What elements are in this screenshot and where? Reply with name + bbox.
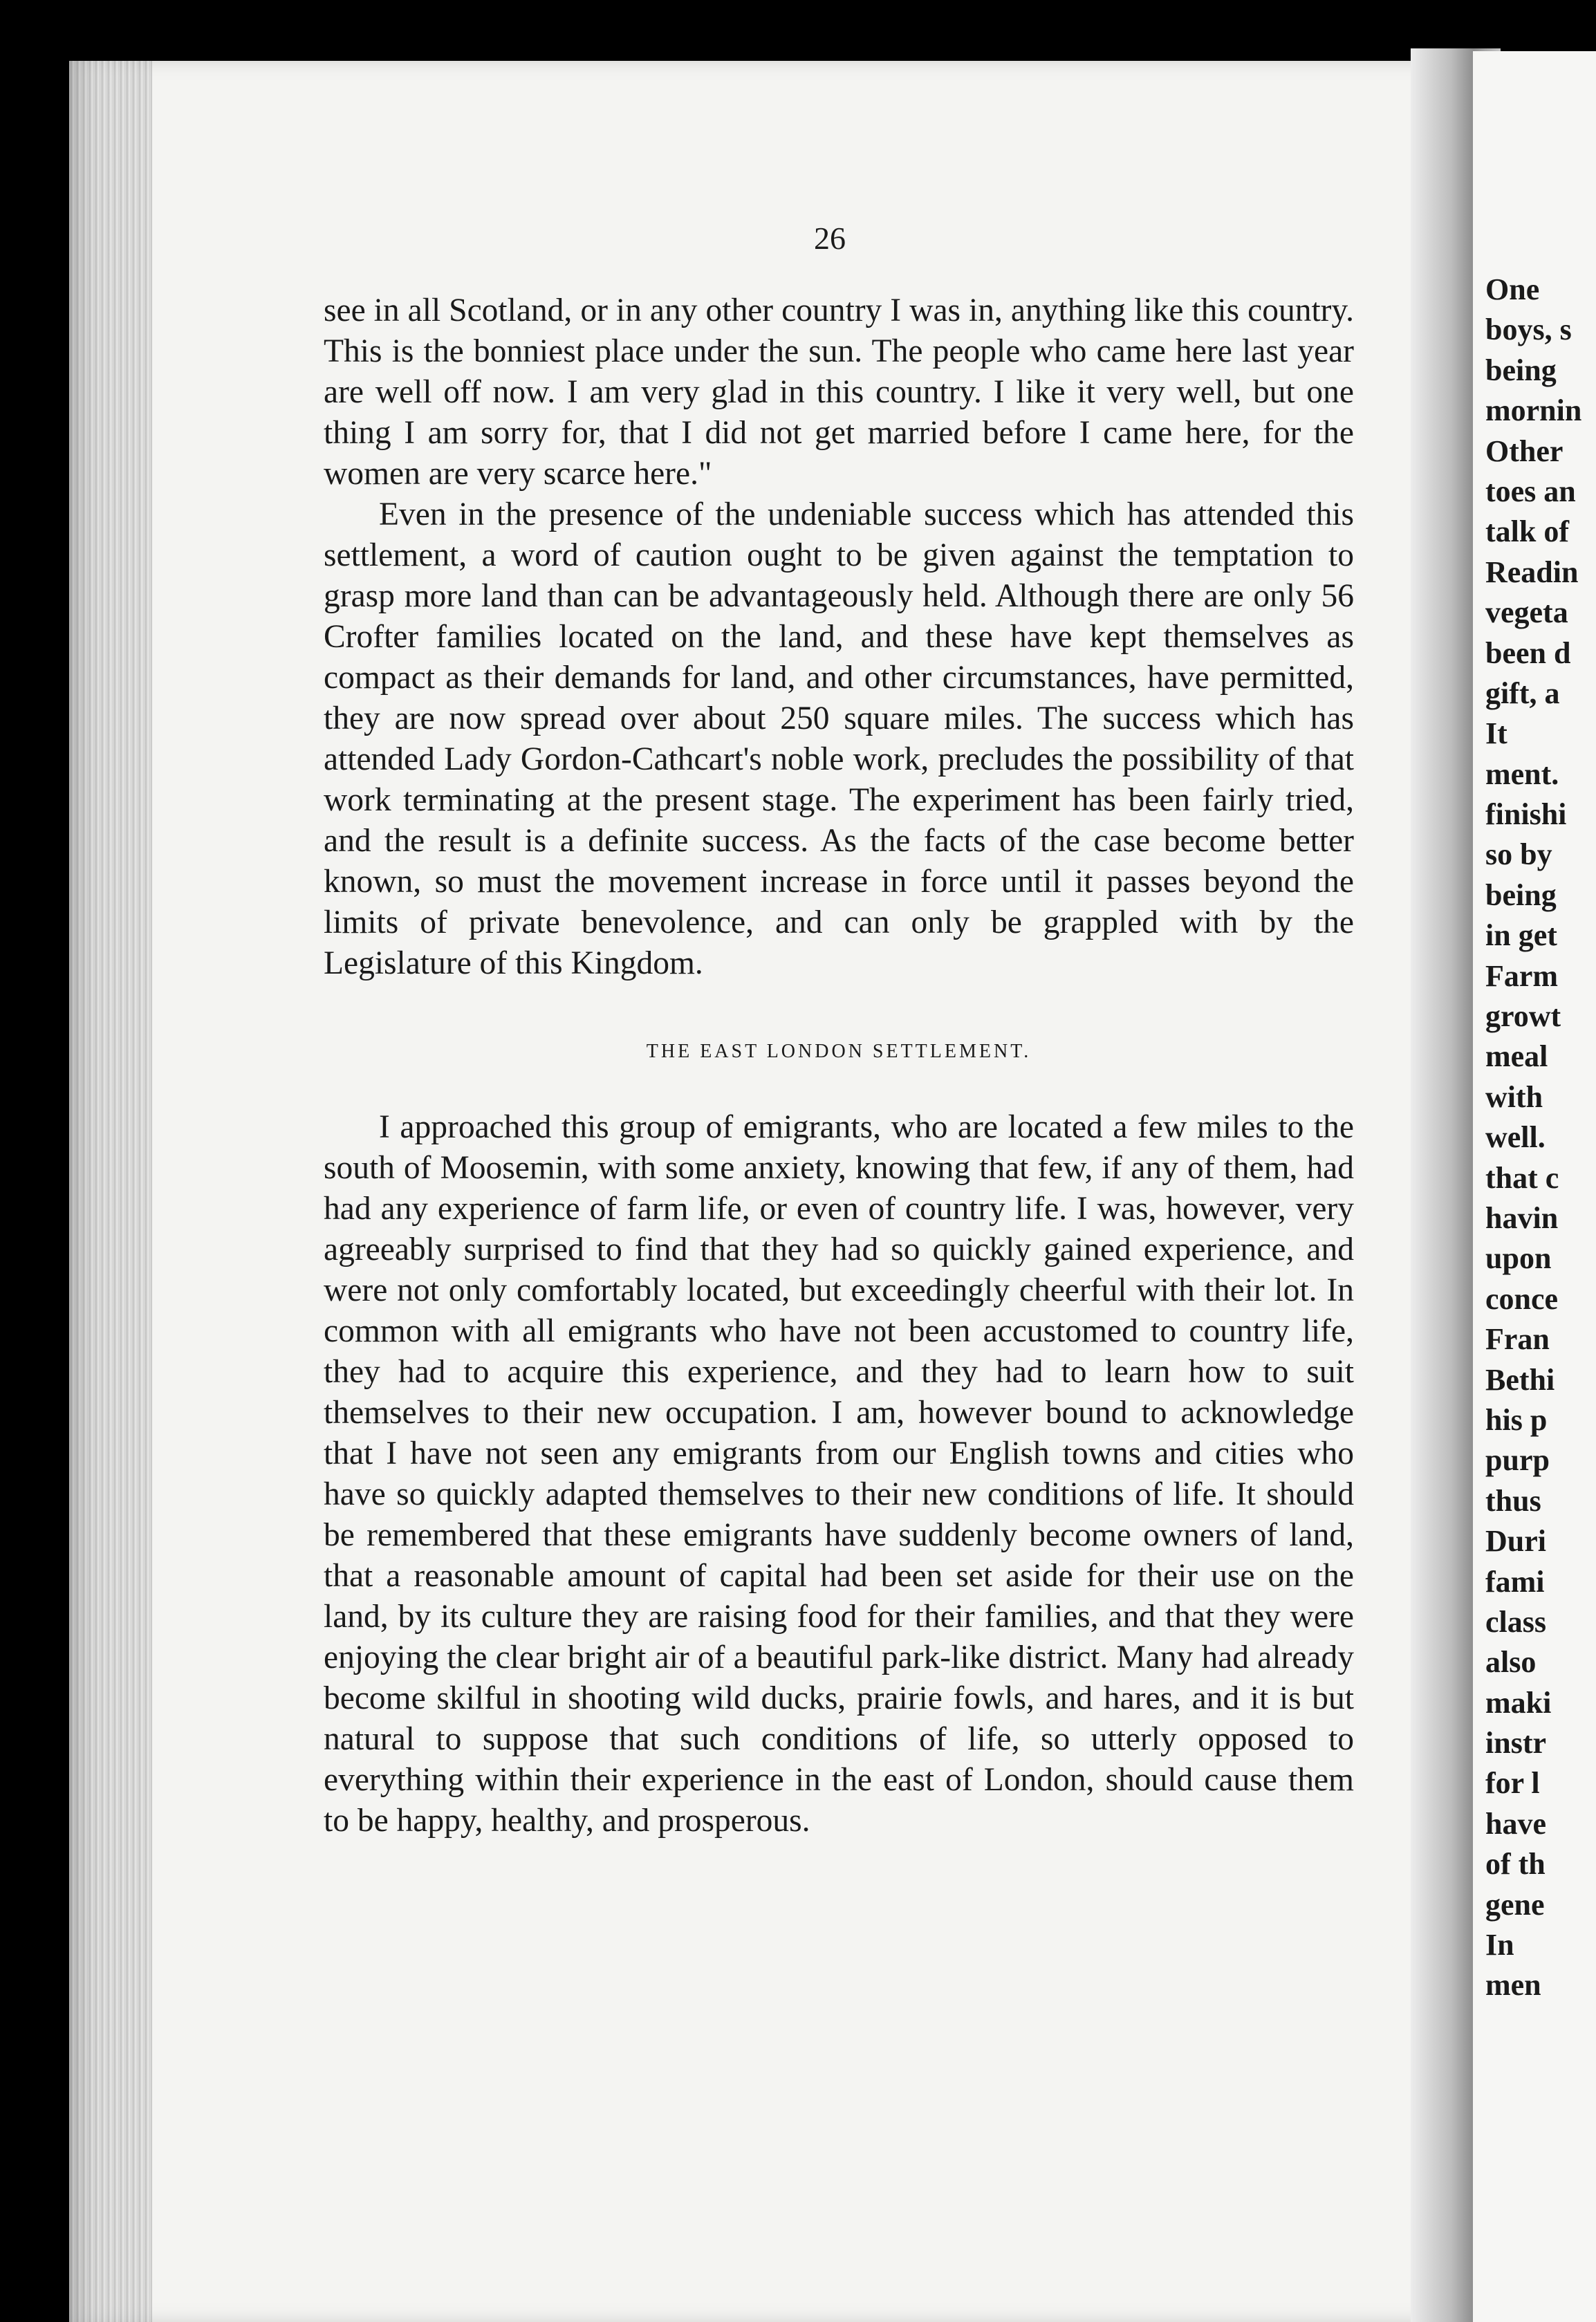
facing-line: Duri bbox=[1485, 1524, 1546, 1559]
facing-line: havin bbox=[1485, 1200, 1559, 1235]
facing-line: In bbox=[1485, 1928, 1514, 1962]
facing-line: It bbox=[1485, 716, 1507, 751]
facing-line: fami bbox=[1485, 1564, 1545, 1599]
paragraph-caution: Even in the presence of the undeniable success which has attended this settlement, a word of caution ought to be given against the temptation to grasp more land than can be advantageously held. Although there are only 56 Crofter families located on the land, and these have kept themselves as compact as their demands for land, and other circumstances, have permitted, they are now spread over about 250 square miles. The success which has attended Lady Gordon-Cathcart's noble work, precludes the possibility of that work terminating at the present stage. The experiment has been fairly tried, and the result is a definite success. As the facts of the case become better known, so must the movement increase in force until it passes beyond the limits of private benevolence, and can only be grappled with by the Legislature of this Kingdom. bbox=[324, 496, 1354, 981]
facing-line: purp bbox=[1485, 1443, 1550, 1478]
facing-line: being bbox=[1485, 877, 1557, 912]
facing-line: Bethi bbox=[1485, 1362, 1555, 1397]
facing-line: One bbox=[1485, 272, 1540, 306]
facing-line: toes an bbox=[1485, 474, 1576, 508]
section-heading: THE EAST LONDON SETTLEMENT. bbox=[646, 1041, 1032, 1062]
facing-line: Farm bbox=[1485, 958, 1559, 993]
facing-line: upon bbox=[1485, 1241, 1552, 1276]
facing-line: for l bbox=[1485, 1766, 1540, 1801]
facing-page-text bbox=[1485, 270, 1596, 2006]
paragraph-quote-end: see in all Scotland, or in any other country I was in, anything like this country. This is the bonniest place under the sun. The people who came here last year are well off now. I am very glad in this country. I like it very well, but one thing I am sorry for, that I did not get married before I came here, for the women are very scarce here." bbox=[324, 292, 1354, 492]
facing-line: in get bbox=[1485, 918, 1557, 953]
paragraph-east-london: I approached this group of emigrants, who are located a few miles to the south of Moosemin, with some anxiety, knowing that few, if any of them, had had any experience of farm life, or even of country life. I was, however, very agreeably surprised to find that they had so quickly gained experience, and were not only comfortably located, but exceedingly cheerful with their lot. In common with all emigrants who have not been accustomed to country life, they had to acquire this experience, and they had to learn how to suit themselves to their new occupation. I am, however bound to acknowledge that I have not seen any emigrants from our English towns and cities who have so quickly adapted themselves to their new conditions of life. It should be remembered that these emigrants have suddenly become owners of land, that a reasonable amount of capital had been set aside for their use on the land, by its culture they are raising food for their families, and that they were enjoying the clear bright air of a beautiful park-like district. Many had already become skilful in shooting wild ducks, prairie fowls, and hares, and it is but natural to suppose that such conditions of life, so utterly opposed to everything within their experience in the east of London, should cause them to be happy, healthy, and prosperous. bbox=[324, 1109, 1354, 1839]
facing-line: Readin bbox=[1485, 555, 1579, 589]
page-edge-stack bbox=[69, 61, 152, 2322]
facing-line: so by bbox=[1485, 837, 1552, 872]
facing-line: men bbox=[1485, 1968, 1541, 2003]
facing-line: class bbox=[1485, 1604, 1546, 1639]
facing-line: finishi bbox=[1485, 797, 1567, 832]
facing-line: maki bbox=[1485, 1685, 1552, 1720]
facing-line: thus bbox=[1485, 1483, 1541, 1518]
facing-line: his p bbox=[1485, 1402, 1548, 1437]
facing-line: mornin bbox=[1485, 393, 1582, 428]
facing-line: have bbox=[1485, 1806, 1546, 1841]
facing-line: been d bbox=[1485, 635, 1571, 670]
facing-line: that c bbox=[1485, 1160, 1559, 1195]
facing-line: growt bbox=[1485, 999, 1561, 1034]
facing-line: gene bbox=[1485, 1887, 1545, 1922]
facing-line: conce bbox=[1485, 1281, 1559, 1316]
facing-line: gift, a bbox=[1485, 676, 1560, 710]
page-body bbox=[324, 290, 1354, 1841]
facing-line: vegeta bbox=[1485, 595, 1568, 630]
facing-line: Fran bbox=[1485, 1322, 1550, 1357]
facing-line: instr bbox=[1485, 1726, 1546, 1761]
facing-line: ment. bbox=[1485, 756, 1559, 791]
facing-line: Other bbox=[1485, 434, 1563, 468]
facing-line: being bbox=[1485, 353, 1557, 387]
page-number: 26 bbox=[814, 221, 846, 256]
facing-line: talk of bbox=[1485, 514, 1569, 549]
facing-line: with bbox=[1485, 1079, 1543, 1114]
facing-line: boys, s bbox=[1485, 313, 1572, 347]
facing-line: meal bbox=[1485, 1039, 1548, 1074]
facing-line: also bbox=[1485, 1645, 1537, 1680]
facing-line: of th bbox=[1485, 1847, 1546, 1882]
facing-line: well. bbox=[1485, 1120, 1546, 1155]
